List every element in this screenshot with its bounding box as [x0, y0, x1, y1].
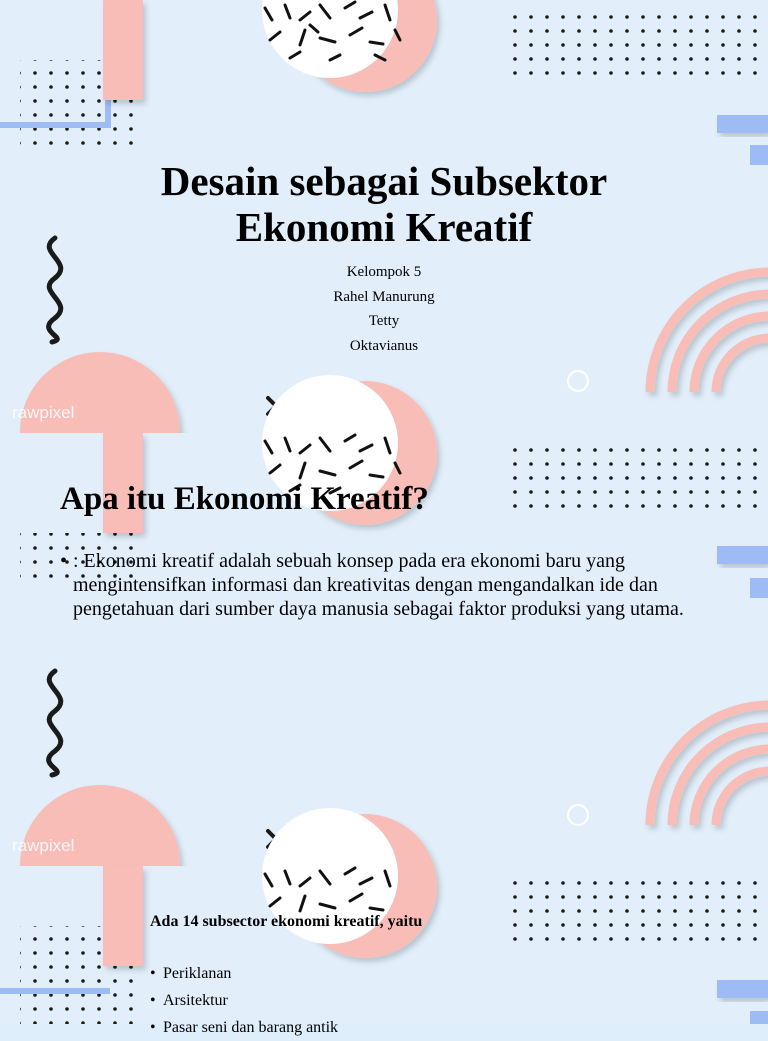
slide-body: [60, 549, 720, 621]
dot-grid: [510, 8, 768, 80]
bullet-point: •: [150, 965, 156, 982]
watermark: rawpixel: [12, 836, 75, 855]
body-text: : Ekonomi kreatif adalah sebuah konsep pada era ekonomi baru yang mengintensifkan informasi dan kreativitas dengan mengandalkan ide dan pengetahuan dari sumber daya manusia sebagai faktor produksi yang utama.: [73, 550, 684, 620]
blue-bar: [750, 578, 768, 598]
blue-bar: [750, 1011, 768, 1024]
list-item: [150, 1014, 338, 1041]
slide-subtitle: [0, 260, 768, 358]
list-item-label: Pasar seni dan barang antik: [163, 1019, 339, 1036]
bullet-point: •: [150, 992, 156, 1009]
list-item-label: Periklanan: [163, 965, 232, 982]
bullet-point: •: [150, 1019, 156, 1036]
slide-title: Apa itu Ekonomi Kreatif?: [60, 481, 429, 517]
blue-bar: [0, 122, 110, 128]
slide-title: [0, 158, 768, 250]
slide-heading: Ada 14 subsector ekonomi kreatif, yaitu: [150, 913, 423, 930]
subtitle-line: Rahel Manurung: [333, 288, 435, 305]
slide-2[interactable]: [0, 433, 768, 865]
subtitle-line: Kelompok 5: [346, 264, 422, 280]
ring-icon: [568, 805, 588, 825]
subsector-list: [150, 960, 338, 1041]
pink-arcs: [650, 705, 768, 825]
blue-bar: [717, 980, 768, 998]
title-line-2: Ekonomi Kreatif: [235, 204, 533, 250]
watermark: rawpixel: [12, 403, 75, 422]
pink-block: [103, 866, 143, 966]
blue-bar: [717, 546, 768, 564]
blue-bar: [0, 988, 110, 994]
ring-icon: [568, 371, 588, 391]
dot-grid: [510, 876, 768, 948]
title-line-1: Desain sebagai Subsektor: [160, 158, 608, 204]
bullet-point: •: [60, 550, 68, 572]
dot-grid: [510, 443, 768, 515]
subtitle-line: Oktavianus: [349, 337, 419, 354]
blue-bar: [717, 115, 768, 133]
squiggle-line: [49, 671, 61, 775]
slide-3[interactable]: [0, 866, 768, 1036]
slide-decoration: [0, 866, 768, 1024]
list-item-label: Arsitektur: [163, 992, 228, 1009]
list-item: [150, 987, 338, 1014]
list-item: [150, 960, 338, 987]
pink-block: [103, 0, 143, 100]
slide-1[interactable]: [0, 0, 768, 432]
subtitle-line: Tetty: [368, 313, 400, 329]
